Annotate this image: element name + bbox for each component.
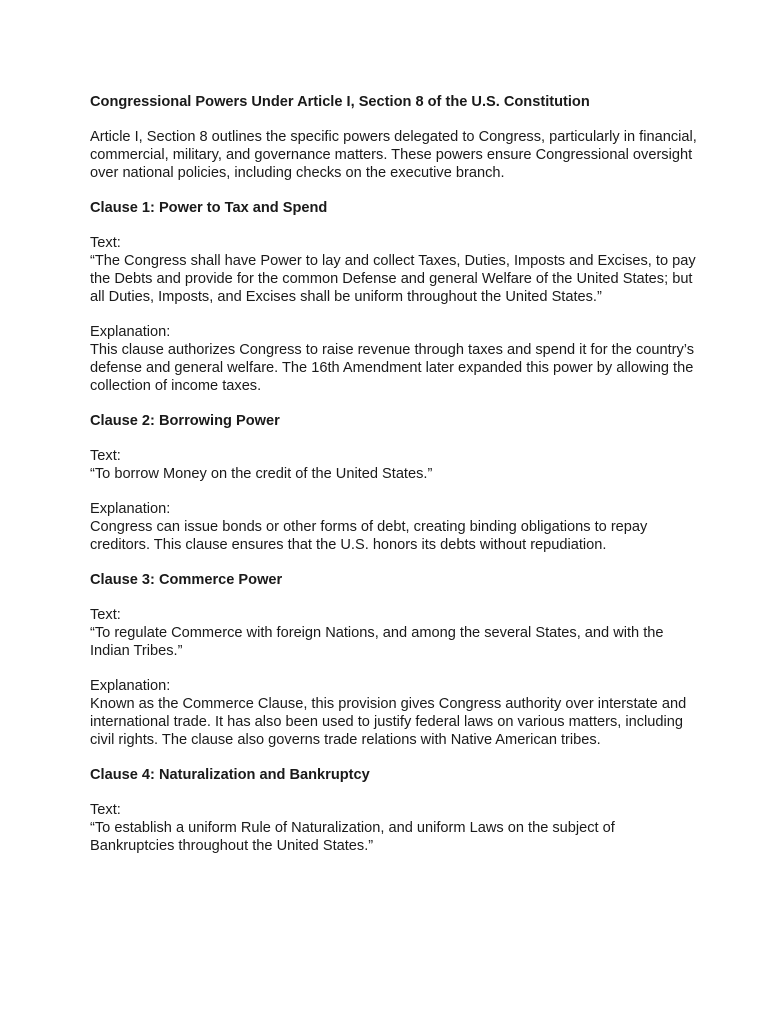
clause-4-text: “To establish a uniform Rule of Naturalization, and uniform Laws on the subject of Bankruptcies throughout the United States.” — [90, 820, 615, 854]
clause-3-text: “To regulate Commerce with foreign Nations, and among the several States, and with the Indian Tribes.” — [90, 625, 664, 659]
document-title: Congressional Powers Under Article I, Section 8 of the U.S. Constitution — [90, 94, 590, 110]
clause-3-text-label: Text: — [90, 607, 121, 623]
intro-paragraph: Article I, Section 8 outlines the specific powers delegated to Congress, particularly in financial, commercial, military, and governance matters. These powers ensure Congressional oversight over national policies, including checks on the executive branch. — [90, 129, 697, 181]
document-page — [90, 93, 700, 872]
clause-1-text: “The Congress shall have Power to lay and collect Taxes, Duties, Imposts and Excises, to pay the Debts and provide for the common Defense and general Welfare of the United States; but all Duties, Imposts, and Excises shall be uniform throughout the United States.” — [90, 253, 696, 305]
clause-1-text-label: Text: — [90, 235, 121, 251]
clause-1-explanation-label: Explanation: — [90, 324, 171, 340]
clause-1-explanation-block — [90, 323, 700, 395]
clause-2-explanation-label: Explanation: — [90, 501, 171, 517]
clause-3-explanation: Known as the Commerce Clause, this provision gives Congress authority over interstate and international trade. It has also been used to justify federal laws on various matters, including civil rights. The clause also governs trade relations with Native American tribes. — [90, 696, 687, 748]
clause-3-explanation-block — [90, 677, 700, 749]
clause-1-explanation: This clause authorizes Congress to raise revenue through taxes and spend it for the country’s defense and general welfare. The 16th Amendment later expanded this power by allowing the collection of income taxes. — [90, 342, 695, 394]
clause-4-text-label: Text: — [90, 802, 121, 818]
clause-4-heading: Clause 4: Naturalization and Bankruptcy — [90, 767, 370, 783]
clause-2-explanation: Congress can issue bonds or other forms of debt, creating binding obligations to repay creditors. This clause ensures that the U.S. honors its debts without repudiation. — [90, 519, 648, 553]
clause-3-explanation-label: Explanation: — [90, 678, 171, 694]
clause-2-text-label: Text: — [90, 448, 121, 464]
clause-1-heading: Clause 1: Power to Tax and Spend — [90, 200, 328, 216]
clause-4-text-block — [90, 801, 700, 855]
clause-3-heading: Clause 3: Commerce Power — [90, 572, 283, 588]
clause-2-heading: Clause 2: Borrowing Power — [90, 413, 280, 429]
clause-2-text-block — [90, 447, 700, 483]
clause-2-text: “To borrow Money on the credit of the United States.” — [90, 466, 433, 482]
clause-3-text-block — [90, 606, 700, 660]
clause-2-explanation-block — [90, 500, 700, 554]
clause-1-text-block — [90, 234, 700, 306]
